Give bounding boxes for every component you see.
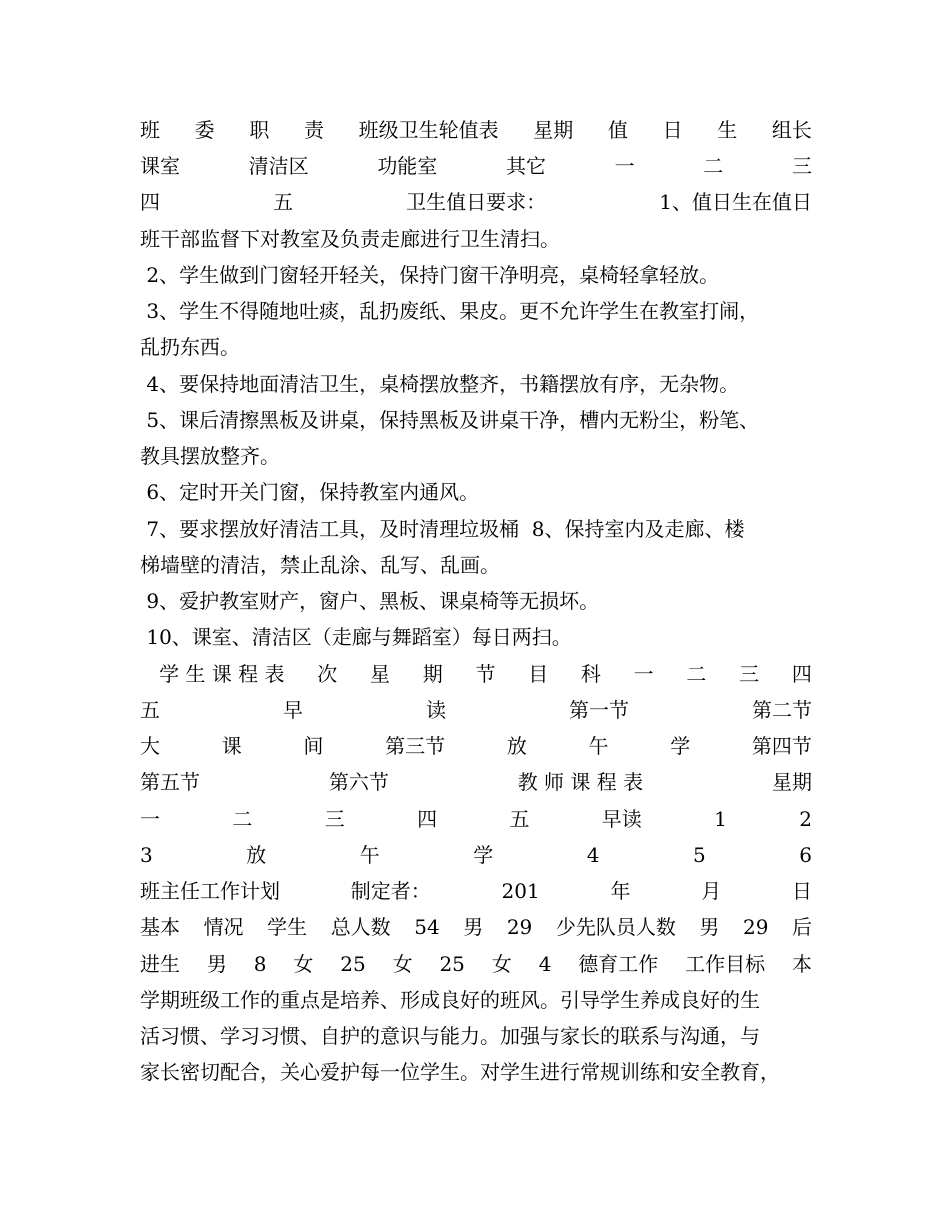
text-segment: 二 — [703, 154, 724, 178]
schedule-row-line — [140, 692, 812, 728]
text-segment: 午 — [359, 843, 380, 867]
paragraph-line: 班干部监督下对教室及负责走廊进行卫生清扫。 — [140, 227, 560, 251]
text-segment: 间 — [303, 734, 324, 758]
text-segment: 基本 — [140, 915, 180, 939]
text-segment: 目 — [528, 662, 549, 686]
text-segment: 3 — [140, 843, 153, 867]
text-segment: 月 — [701, 879, 722, 903]
text-segment: 第三节 — [385, 734, 446, 758]
student-schedule-line — [140, 656, 812, 692]
text-segment: 女 — [293, 952, 314, 976]
paragraph-line: 2、学生做到门窗轻开轻关，保持门窗干净明亮，桌椅轻拿轻放。 — [140, 263, 720, 287]
text-segment: 责 — [303, 118, 324, 142]
text-segment: 科 — [580, 662, 601, 686]
text-segment: 放 — [246, 843, 267, 867]
text-segment: 8 — [253, 952, 267, 976]
paragraph-line: 5、课后清擦黑板及讲桌，保持黑板及讲桌干净，槽内无粉尘，粉笔、 — [140, 408, 760, 432]
text-segment: 五 — [509, 807, 530, 831]
paragraph-line: 10、课室、清洁区（走廊与舞蹈室）每日两扫。 — [140, 625, 572, 649]
text-segment: 4 — [586, 843, 600, 867]
text-segment: 学 — [670, 734, 691, 758]
text-segment: 星期 — [771, 770, 812, 794]
duty-header-line — [140, 112, 812, 148]
paragraph-line: 9、爱护教室财产，窗户、黑板、课桌椅等无损坏。 — [140, 589, 600, 613]
text-segment: 清洁区 — [248, 154, 309, 178]
paragraph-line: 7、要求摆放好清洁工具，及时清理垃圾桶 8、保持室内及走廊、楼 — [140, 517, 745, 541]
text-segment: 29 — [506, 915, 533, 939]
text-segment: 工作目标 — [685, 952, 766, 976]
text-segment: 本 — [792, 952, 812, 976]
text-segment: 学生 — [267, 915, 308, 939]
text-segment: 班 — [140, 118, 160, 142]
text-segment: 6 — [799, 843, 812, 867]
text-segment: 进生 — [140, 952, 180, 976]
text-segment: 制定者： — [350, 879, 431, 903]
class-info-line — [140, 909, 812, 945]
text-segment: 星 — [369, 662, 390, 686]
text-segment: 生 — [717, 118, 738, 142]
text-segment: 三 — [324, 807, 345, 831]
text-segment: 一 — [614, 154, 635, 178]
text-segment: 后 — [791, 915, 812, 939]
text-segment: 四 — [791, 662, 812, 686]
text-segment: 25 — [340, 952, 366, 976]
text-segment: 午 — [588, 734, 609, 758]
text-segment: 放 — [506, 734, 527, 758]
text-segment: 第五节 — [140, 770, 200, 794]
text-segment: 四 — [140, 190, 160, 214]
text-segment: 五 — [273, 190, 294, 214]
text-segment: 女 — [491, 952, 512, 976]
text-segment: 次 — [317, 662, 338, 686]
text-segment: 其它 — [505, 154, 546, 178]
paragraph-line: 教具摆放整齐。 — [140, 444, 280, 468]
text-segment: 男 — [699, 915, 720, 939]
text-segment: 54 — [414, 915, 440, 939]
schedule-row-line — [140, 728, 812, 764]
text-segment: 第六节 — [328, 770, 389, 794]
text-segment: 教 师 课 程 表 — [517, 770, 644, 794]
schedule-row-line — [140, 837, 812, 873]
text-segment: 卫生值日要求： — [406, 190, 547, 214]
duty-areas-line — [140, 148, 812, 184]
text-segment: 男 — [463, 915, 484, 939]
text-segment: 四 — [417, 807, 438, 831]
text-segment: 少先队员人数 — [555, 915, 676, 939]
text-segment: 1 — [714, 807, 727, 831]
text-segment: 女 — [392, 952, 413, 976]
text-segment: 一 — [633, 662, 654, 686]
text-segment: 德育工作 — [578, 952, 659, 976]
paragraph-line: 4、要保持地面清洁卫生，桌椅摆放整齐，书籍摆放有序，无杂物。 — [140, 372, 740, 396]
text-segment: 功能室 — [377, 154, 438, 178]
text-segment: 课 — [221, 734, 242, 758]
text-segment: 学 生 课 程 表 — [140, 662, 285, 686]
text-segment: 星期 — [533, 118, 574, 142]
text-segment: 三 — [791, 154, 812, 178]
work-plan-title-line — [140, 873, 812, 909]
text-segment: 二 — [686, 662, 707, 686]
text-segment: 组长 — [771, 118, 812, 142]
text-segment: 年 — [610, 879, 631, 903]
text-segment: 学 — [473, 843, 494, 867]
text-segment: 班主任工作计划 — [140, 879, 280, 903]
paragraph-line: 3、学生不得随地吐痰，乱扔废纸、果皮。更不允许学生在教室打闹， — [140, 299, 760, 323]
duty-requirements-line — [140, 184, 812, 220]
text-segment: 委 — [194, 118, 215, 142]
text-segment: 201 — [501, 879, 540, 903]
text-segment: 男 — [206, 952, 227, 976]
text-segment: 29 — [742, 915, 769, 939]
text-segment: 日 — [791, 879, 812, 903]
text-segment: 第一节 — [569, 698, 629, 722]
text-segment: 二 — [232, 807, 253, 831]
text-segment: 情况 — [203, 915, 244, 939]
text-segment: 一 — [140, 807, 160, 831]
text-segment: 早读 — [601, 807, 642, 831]
text-segment: 职 — [249, 118, 270, 142]
text-segment: 期 — [422, 662, 443, 686]
paragraph-line: 学期班级工作的重点是培养、形成良好的班风。引导学生养成良好的生 — [140, 988, 760, 1012]
text-segment: 25 — [439, 952, 465, 976]
text-segment: 三 — [739, 662, 760, 686]
text-segment: 大 — [140, 734, 160, 758]
text-segment: 班级卫生轮值表 — [358, 118, 499, 142]
paragraph-line: 6、定时开关门窗，保持教室内通风。 — [140, 480, 480, 504]
paragraph-line: 乱扔东西。 — [140, 335, 240, 359]
text-segment: 5 — [692, 843, 706, 867]
class-info-line — [140, 946, 812, 982]
text-segment: 课室 — [140, 154, 180, 178]
text-segment: 节 — [475, 662, 496, 686]
paragraph-line: 家长密切配合，关心爱护每一位学生。对学生进行常规训练和安全教育， — [140, 1060, 780, 1084]
text-segment: 早 — [283, 698, 303, 722]
text-segment: 2 — [799, 807, 812, 831]
text-segment: 读 — [426, 698, 446, 722]
text-segment: 1、值日生在值日 — [659, 190, 812, 214]
text-segment: 第四节 — [751, 734, 812, 758]
text-segment: 值 — [607, 118, 628, 142]
text-segment: 日 — [662, 118, 683, 142]
paragraph-line: 活习惯、学习习惯、自护的意识与能力。加强与家长的联系与沟通，与 — [140, 1024, 760, 1048]
text-segment: 五 — [140, 698, 160, 722]
schedule-row-line — [140, 801, 812, 837]
teacher-schedule-line — [140, 764, 812, 800]
text-segment: 总人数 — [330, 915, 391, 939]
paragraph-line: 梯墙壁的清洁，禁止乱涂、乱写、乱画。 — [140, 553, 500, 577]
text-segment: 4 — [538, 952, 552, 976]
text-segment: 第二节 — [752, 698, 812, 722]
